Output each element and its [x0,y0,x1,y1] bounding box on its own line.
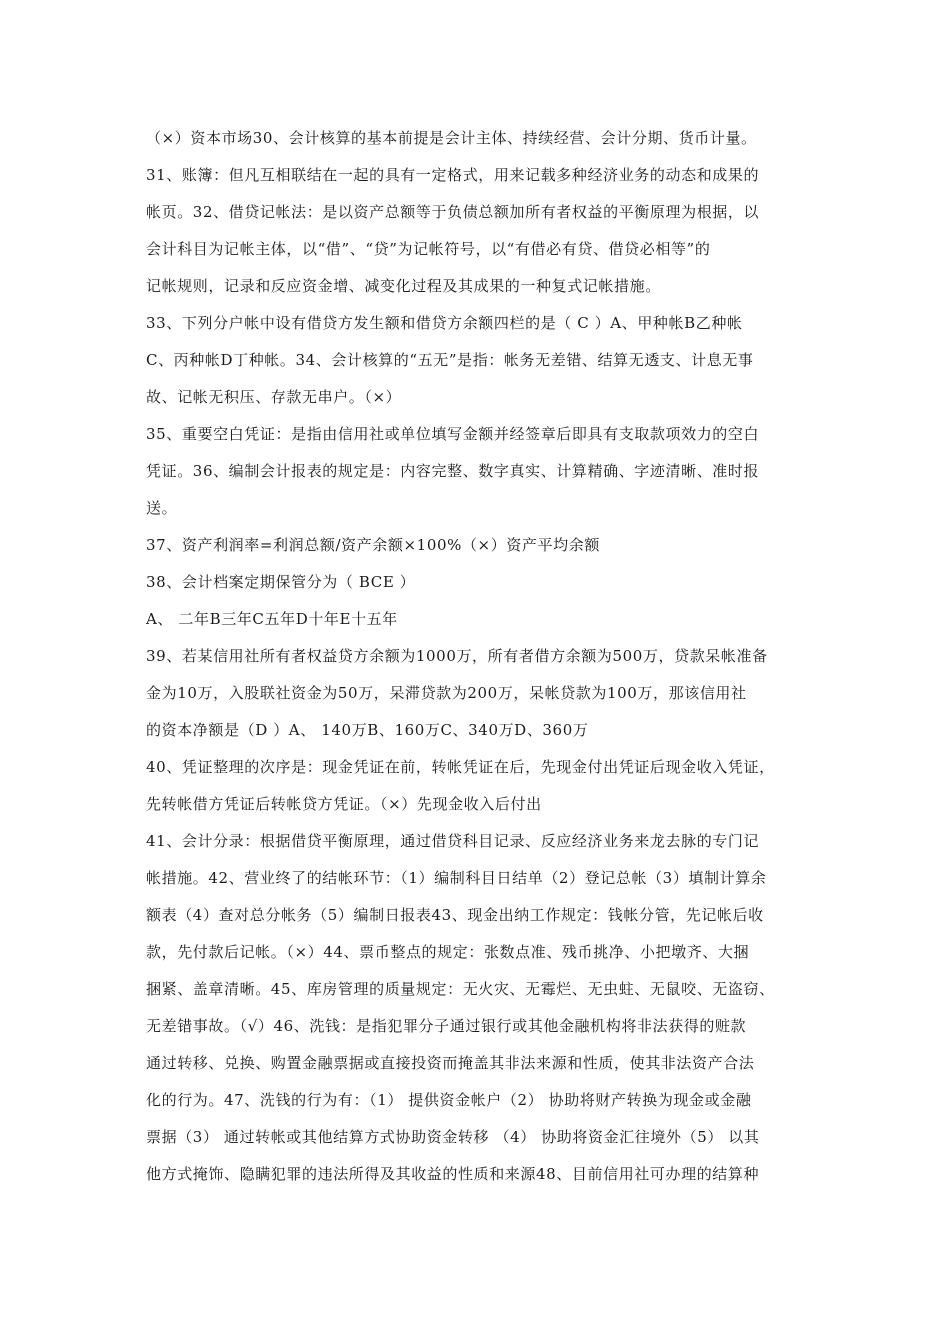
text-line: 的资本净额是（D ）A、 140万B、160万C、340万D、360万 [146,721,589,739]
text-line: A、 二年B三年C五年D十年E十五年 [146,610,398,628]
text-line: 先转帐借方凭证后转帐贷方凭证。（×）先现金收入后付出 [146,795,542,813]
text-line: 捆紧、盖章清晰。45、库房管理的质量规定：无火灾、无霉烂、无虫蛀、无鼠咬、无盗窃、 [146,980,775,998]
text-line: 35、重要空白凭证：是指由信用社或单位填写金额并经签章后即具有支取款项效力的空白 [146,425,760,443]
text-line: 40、凭证整理的次序是：现金凭证在前，转帐凭证在后，先现金付出凭证后现金收入凭证， [146,758,775,776]
text-line: 款，先付款后记帐。（×）44、票币整点的规定：张数点准、残币挑净、小把墩齐、大捆 [146,943,750,961]
text-line: 帐措施。42、营业终了的结帐环节：（1）编制科目日结单（2）登记总帐（3）填制计算余 [146,869,767,887]
text-line: 37、资产利润率=利润总额/资产余额×100%（×）资产平均余额 [146,536,600,554]
text-line: 故、记帐无积压、存款无串户。（×） [146,388,402,406]
text-line: 33、下列分户帐中设有借贷方发生额和借贷方余额四栏的是（ C ）A、甲种帐B乙种帐 [146,314,743,332]
text-line: 31、账簿：但凡互相联结在一起的具有一定格式，用来记载多种经济业务的动态和成果的 [146,166,760,184]
text-line: 会计科目为记帐主体，以“借”、“贷”为记帐符号，以“有借必有贷、借贷必相等”的 [146,240,711,258]
text-line: 凭证。36、编制会计报表的规定是：内容完整、数字真实、计算精确、字迹清晰、准时报 [146,462,760,480]
text-line: 他方式掩饰、隐瞒犯罪的违法所得及其收益的性质和来源48、目前信用社可办理的结算种 [146,1165,760,1183]
text-line: 化的行为。47、洗钱的行为有：（1） 提供资金帐户（2） 协助将财产转换为现金或金融 [146,1091,752,1109]
text-line: 41、会计分录：根据借贷平衡原理，通过借贷科目记录、反应经济业务来龙去脉的专门记 [146,832,760,850]
text-line: 金为10万，入股联社资金为50万，呆滞贷款为200万，呆帐贷款为100万，那该信用社 [146,684,747,702]
text-line: 额表（4）查对总分帐务（5）编制日报表43、现金出纳工作规定：钱帐分管，先记帐后收 [146,906,764,924]
text-line: 38、会计档案定期保管分为（ BCE ） [146,573,416,591]
text-line: C、丙种帐D丁种帐。34、会计核算的“五无”是指：帐务无差错、结算无透支、计息无事 [146,351,754,369]
text-line: 记帐规则，记录和反应资金增、减变化过程及其成果的一种复式记帐措施。 [146,277,661,295]
text-line: 票据（3） 通过转帐或其他结算方式协助资金转移 （4） 协助将资金汇往境外（5） 以其 [146,1128,760,1146]
text-line: （×）资本市场30、会计核算的基本前提是会计主体、持续经营、会计分期、货币计量。 [146,129,757,147]
text-line: 通过转移、兑换、购置金融票据或直接投资而掩盖其非法来源和性质，使其非法资产合法 [146,1054,755,1072]
text-line: 39、若某信用社所有者权益贷方余额为1000万，所有者借方余额为500万，贷款呆帐准备 [146,647,768,665]
text-line: 无差错事故。（√）46、洗钱：是指犯罪分子通过银行或其他金融机构将非法获得的赃款 [146,1017,747,1035]
text-line: 送。 [146,499,178,517]
text-line: 帐页。32、借贷记帐法：是以资产总额等于负债总额加所有者权益的平衡原理为根据，以 [146,203,760,221]
document-body [146,120,811,1193]
